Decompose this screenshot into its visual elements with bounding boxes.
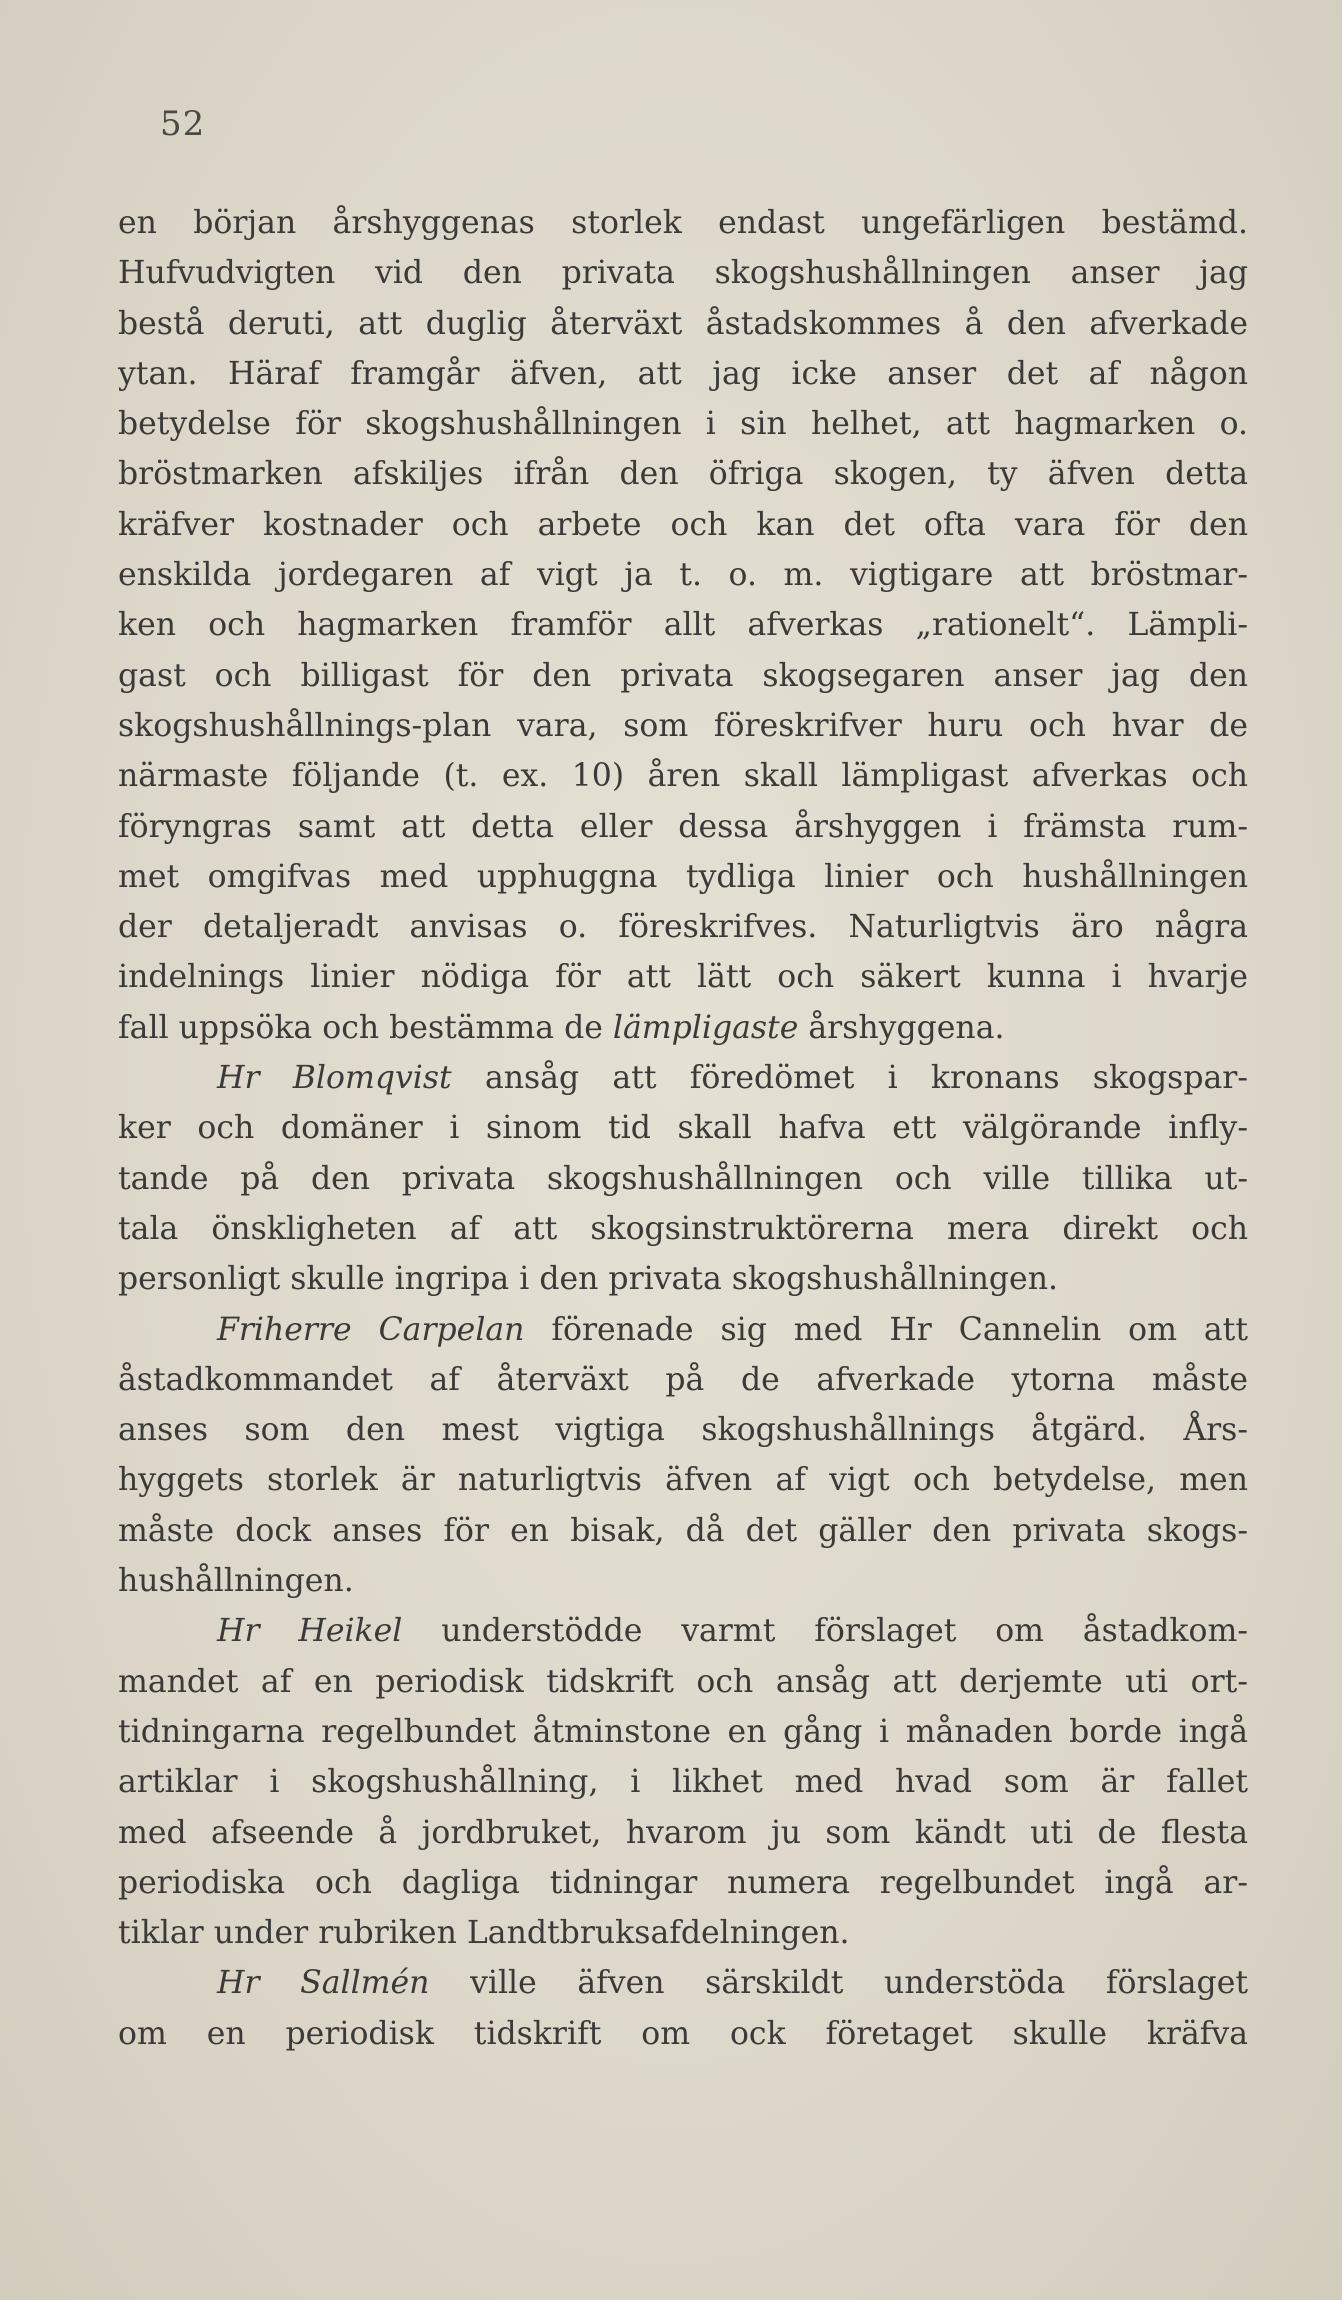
- text-line: [118, 902, 1248, 952]
- body-text: [118, 198, 1248, 2059]
- text-segment: bestå deruti, att duglig återväxt åstadskommes å den afverkade: [118, 305, 1248, 342]
- text-segment: med afseende å jordbruket, hvarom ju som kändt uti de flesta: [118, 1814, 1248, 1851]
- page-number: 52: [160, 104, 206, 144]
- text-segment: personligt skulle ingripa i den privata skogshushållningen.: [118, 1261, 1059, 1298]
- text-segment: skogshushållnings-plan vara, som föreskrifver huru och hvar de: [118, 707, 1248, 744]
- text-segment: enskilda jordegaren af vigt ja t. o. m. vigtigare att bröstmar-: [118, 557, 1248, 594]
- text-segment: met omgifvas med upphuggna tydliga linier och hushållningen: [118, 858, 1248, 895]
- text-segment: ytan. Häraf framgår äfven, att jag icke anser det af någon: [118, 355, 1248, 392]
- text-segment: måste dock anses för en bisak, då det gäller den privata skogs-: [118, 1512, 1248, 1549]
- text-line: [118, 600, 1248, 650]
- text-segment: närmaste följande (t. ex. 10) åren skall lämpligast afverkas och: [118, 758, 1248, 795]
- text-line: [118, 751, 1248, 801]
- text-line: [118, 1808, 1248, 1858]
- text-line: [118, 1556, 1248, 1606]
- emphasized-word: lämpligaste: [612, 1009, 799, 1046]
- text-segment: periodiska och dagliga tidningar numera regelbundet ingå ar-: [118, 1864, 1248, 1901]
- text-line: [118, 1405, 1248, 1455]
- text-line: [118, 349, 1248, 399]
- text-line: [118, 952, 1248, 1002]
- text-line: [118, 1657, 1248, 1707]
- text-segment: årshyggena.: [798, 1009, 1005, 1046]
- text-line: [118, 550, 1248, 600]
- text-line: [118, 1355, 1248, 1405]
- text-line: [118, 1254, 1248, 1304]
- text-line: [118, 1204, 1248, 1254]
- text-segment: understödde varmt förslaget om åstadkom-: [402, 1613, 1248, 1650]
- speaker-name: Hr Sallmén: [217, 1965, 430, 2002]
- text-segment: fall uppsöka och bestämma de: [118, 1009, 613, 1046]
- text-segment: om en periodisk tidskrift om ock företaget skulle kräfva: [118, 2015, 1248, 2052]
- text-line: [118, 500, 1248, 550]
- text-line: [118, 2009, 1248, 2059]
- speaker-name: Friherre Carpelan: [217, 1311, 525, 1348]
- text-segment: ville äfven särskildt understöda förslaget: [429, 1965, 1248, 2002]
- text-line: [118, 449, 1248, 499]
- text-line: [118, 1305, 1248, 1355]
- text-segment: tande på den privata skogshushållningen och ville tillika ut-: [118, 1160, 1248, 1197]
- text-segment: kräfver kostnader och arbete och kan det ofta vara för den: [118, 506, 1248, 543]
- text-line: [118, 1707, 1248, 1757]
- text-segment: åstadkommandet af återväxt på de afverkade ytorna måste: [118, 1361, 1248, 1398]
- text-segment: hushållningen.: [118, 1563, 354, 1600]
- text-segment: mandet af en periodisk tidskrift och ansåg att derjemte uti ort-: [118, 1663, 1248, 1700]
- text-segment: ansåg att föredömet i kronans skogspar-: [451, 1060, 1248, 1097]
- text-line: [118, 802, 1248, 852]
- text-line: [118, 1506, 1248, 1556]
- text-segment: ken och hagmarken framför allt afverkas „rationelt“. Lämpli-: [118, 607, 1248, 644]
- text-line: [118, 399, 1248, 449]
- text-line: [118, 1455, 1248, 1505]
- text-line: [118, 1908, 1248, 1958]
- text-segment: anses som den mest vigtiga skogshushållnings åtgärd. Års-: [118, 1412, 1248, 1449]
- speaker-name: Hr Heikel: [217, 1613, 403, 1650]
- text-segment: tiklar under rubriken Landtbruksafdelningen.: [118, 1915, 850, 1952]
- text-segment: indelnings linier nödiga för att lätt och säkert kunna i hvarje: [118, 959, 1248, 996]
- text-line: [118, 1757, 1248, 1807]
- text-segment: tidningarna regelbundet åtminstone en gång i månaden borde ingå: [118, 1713, 1248, 1750]
- text-line: [118, 701, 1248, 751]
- text-line: [118, 651, 1248, 701]
- text-line: [118, 1103, 1248, 1153]
- text-segment: gast och billigast för den privata skogsegaren anser jag den: [118, 657, 1248, 694]
- text-line: [118, 1154, 1248, 1204]
- text-line: [118, 198, 1248, 248]
- text-segment: föryngras samt att detta eller dessa årshyggen i främsta rum-: [118, 808, 1248, 845]
- text-segment: artiklar i skogshushållning, i likhet med hvad som är fallet: [118, 1764, 1248, 1801]
- text-segment: en början årshyggenas storlek endast ungefärligen bestämd.: [118, 205, 1248, 241]
- text-line: [118, 1958, 1248, 2008]
- text-segment: betydelse för skogshushållningen i sin helhet, att hagmarken o.: [118, 406, 1248, 443]
- text-segment: bröstmarken afskiljes ifrån den öfriga skogen, ty äfven detta: [118, 456, 1248, 493]
- text-segment: förenade sig med Hr Cannelin om att: [524, 1311, 1248, 1348]
- text-segment: tala önskligheten af att skogsinstruktörerna mera direkt och: [118, 1210, 1248, 1247]
- text-line: [118, 1003, 1248, 1053]
- text-line: [118, 248, 1248, 298]
- text-segment: Hufvudvigten vid den privata skogshushållningen anser jag: [118, 255, 1248, 292]
- text-line: [118, 299, 1248, 349]
- text-segment: der detaljeradt anvisas o. föreskrifves. Naturligtvis äro några: [118, 909, 1248, 946]
- text-segment: hyggets storlek är naturligtvis äfven af vigt och betydelse, men: [118, 1462, 1248, 1499]
- text-segment: ker och domäner i sinom tid skall hafva ett välgörande infly-: [118, 1110, 1248, 1147]
- text-line: [118, 1053, 1248, 1103]
- text-line: [118, 1858, 1248, 1908]
- text-line: [118, 1606, 1248, 1656]
- text-line: [118, 852, 1248, 902]
- speaker-name: Hr Blomqvist: [217, 1060, 452, 1097]
